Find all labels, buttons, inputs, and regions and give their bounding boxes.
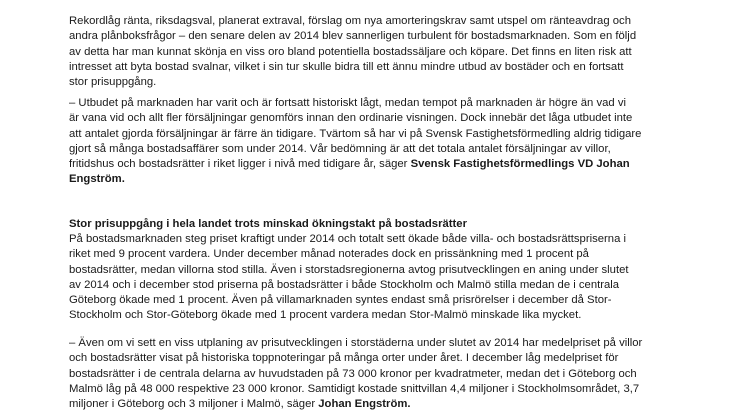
quote-paragraph-1-text: – Utbudet på marknaden har varit och är fortsatt historiskt lågt, medan tempot på marknaden är högre än vad vi är vana vid och allt fler försäljningar genomförs innan den ordinarie visningen. Dock innebär det låga utbudet inte att antalet gjorda försäljningar är färre än tidigare. Tvärtom så har vi på Svensk Fastighetsförmedling aldrig tidigare gjort så många bostadsaffärer som under 2014. Vår bedömning är att det totala antalet försäljningar av villor, fritidshus och bostadsrätter i riket ligger i nivå med tidigare år, säger bbox=[69, 97, 642, 171]
price-paragraph: På bostadsmarknaden steg priset kraftigt under 2014 och totalt sett ökade både villa- och bostadsrättspriserna i riket med 9 procent vardera. Under december månad noterades dock en prissänkning med 1 procent på bostadsrätter, medan villorna stod stilla. Även i storstadsregionerna avtog prisutvecklingen en aning under slutet av 2014 och i december stod priserna på bostadsrätter i både Stockholm och Malmö stilla medan de i centrala Göteborg ökade med 1 procent. Även på villamarknaden syntes endast små prisrörelser i december då Stor- Stockholm och Stor-Göteborg ökade med 1 procent vardera medan Stor-Malmö minskade lika mycket. bbox=[69, 233, 629, 322]
quote-paragraph-1 bbox=[69, 96, 709, 188]
quote-attribution-1: Svensk Fastighetsförmedlings VD Johan Engström. bbox=[69, 158, 630, 186]
quote-paragraph-2 bbox=[69, 336, 709, 412]
quote-attribution-2: Johan Engström. bbox=[318, 398, 411, 411]
section-heading: Stor prisuppgång i hela landet trots minskad ökningstakt på bostadsrätter bbox=[69, 218, 467, 230]
quote-paragraph-2-text: – Även om vi sett en viss utplaning av prisutvecklingen i storstäderna under slutet av 2014 har medelpriset på villor och bostadsrätter visat på historiska toppnoteringar på många orter under året. I december låg medelpriset för bostadsrätter i de centrala delarna av huvudstaden på 73 000 kronor per kvadratmeter, medan det i Göteborg och Malmö låg på 48 000 respektive 23 000 kronor. Samtidigt kostade snittvillan 4,4 miljoner i Stockholmsområdet, 3,7 miljoner i Göteborg och 3 miljoner i Malmö, säger bbox=[69, 337, 643, 411]
intro-paragraph: Rekordlåg ränta, riksdagsval, planerat extraval, förslag om nya amorteringskrav samt utspel om ränteavdrag och andra plånboksfrågor – den senare delen av 2014 blev sannerligen turbulent för bostadsmarknaden. Som en följd av detta har man kunnat skönja en viss oro bland potentiella bostadssäljare och köpare. Det finns en liten risk att intresset att byta bostad svalnar, vilket i sin tur skulle bidra till ett ännu mindre utbud av bostäder och en fortsatt stor prisuppgång. bbox=[69, 15, 637, 89]
